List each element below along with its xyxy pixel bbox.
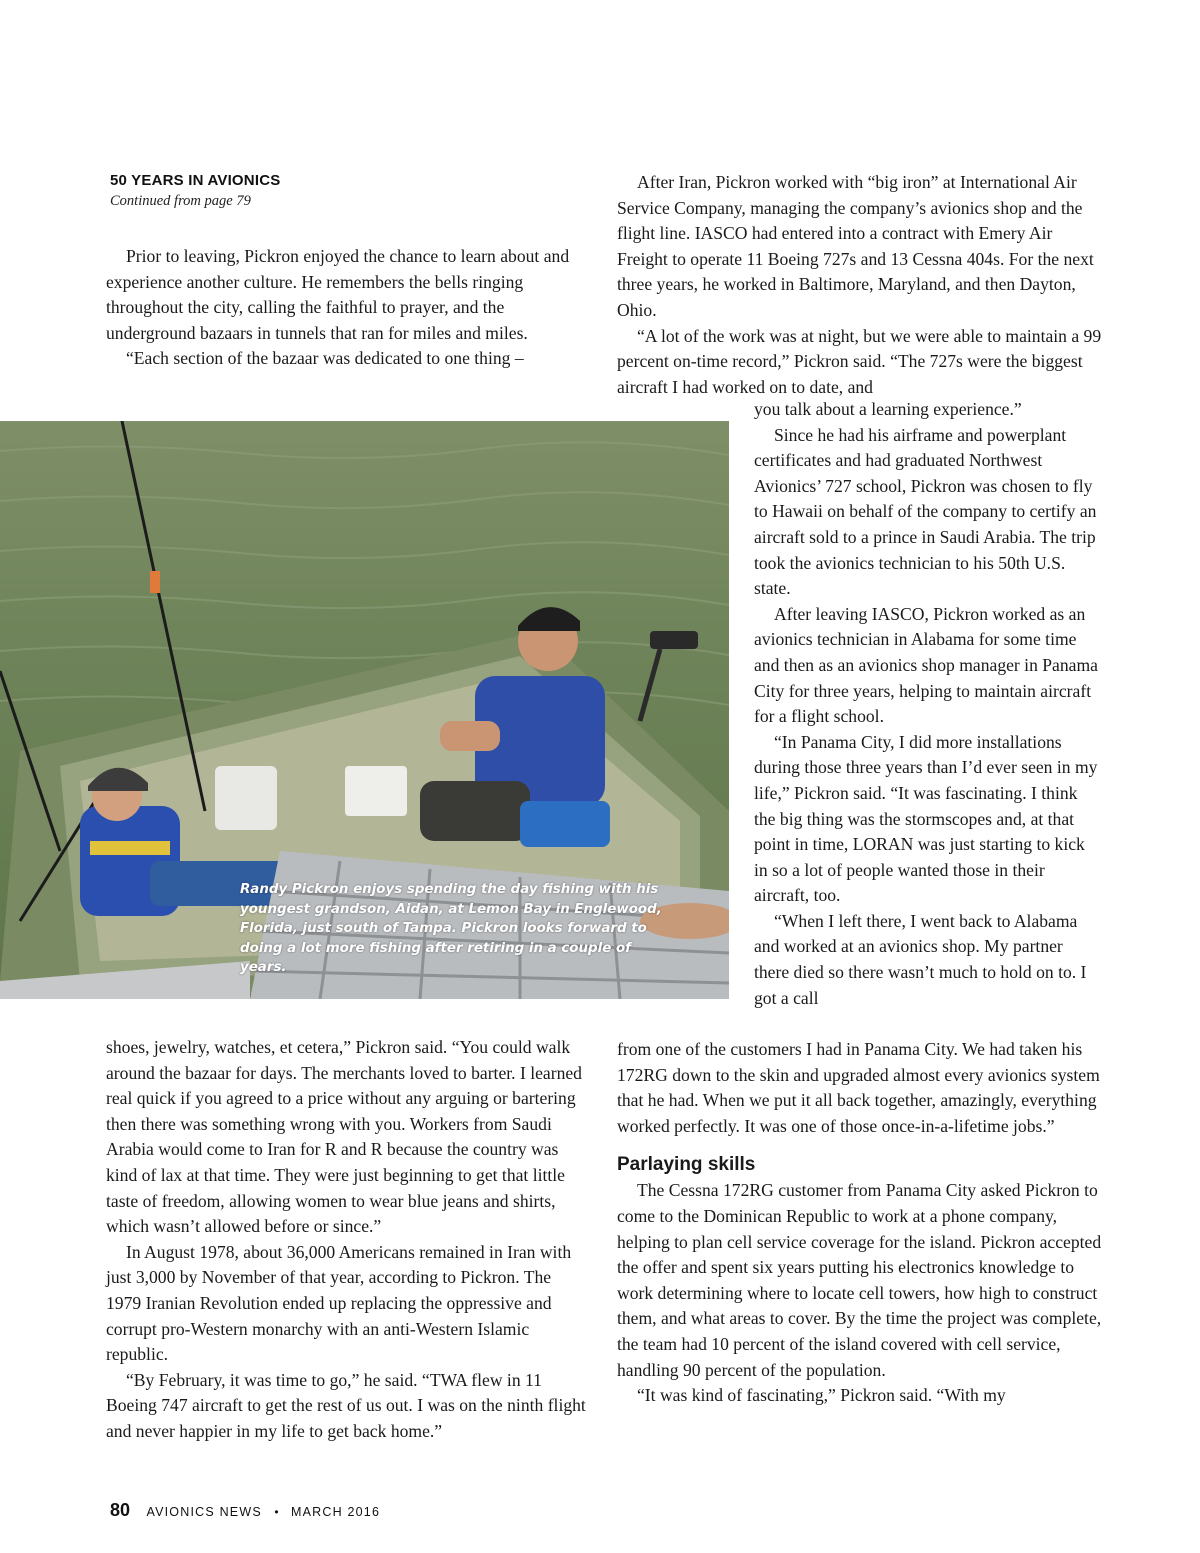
paragraph: from one of the customers I had in Panama City. We had taken his 172RG down to the skin and upgraded almost every avionics system that he had. When we put it all back together, amazingly, everything worked perfectly. It was one of those once-in-a-lifetime jobs.” xyxy=(617,1039,1100,1136)
paragraph: The Cessna 172RG customer from Panama City asked Pickron to come to the Dominican Republic to work at a phone company, helping to plan cell service coverage for the island. Pickron accepted the offer and spent six years putting his electronics knowledge to work determining where to locate cell towers, how high to construct them, and what areas to cover. By the time the project was complete, the team had 10 percent of the island covered with cell service, handling 90 percent of the population. xyxy=(617,1180,1102,1380)
fishing-photo xyxy=(0,421,729,999)
paragraph: After Iran, Pickron worked with “big iron” at International Air Service Company, managing the company’s avionics shop and the flight line. IASCO had entered into a contract with Emery Air Freight to operate 11 Boeing 727s and 13 Cessna 404s. For the next three years, he worked in Baltimore, Maryland, and then Dayton, Ohio. xyxy=(617,172,1094,320)
paragraph: Since he had his airframe and powerplant certificates and had graduated Northwest Avionics’ 727 school, Pickron was chosen to fly to Hawaii on behalf of the company to certify an aircraft sold to a prince in Saudi Arabia. The trip took the avionics technician to his 50th U.S. state. xyxy=(754,424,1097,599)
paragraph: “A lot of the work was at night, but we were able to maintain a 99 percent on-time record,” Pickron said. “The 727s were the biggest aircraft I had worked on to date, and xyxy=(617,325,1102,397)
section-kicker: 50 YEARS IN AVIONICS xyxy=(110,172,281,189)
section-heading: Parlaying skills xyxy=(617,1154,756,1176)
paragraph: In August 1978, about 36,000 Americans remained in Iran with just 3,000 by November of that year, according to Pickron. The 1979 Iranian Revolution ended up replacing the oppressive and corrupt pro-Western monarchy with an anti-Western Islamic republic. xyxy=(106,1241,572,1365)
right-column-wrap xyxy=(754,397,1102,1011)
page-footer xyxy=(110,1500,380,1521)
issue-date: MARCH 2016 xyxy=(290,1505,381,1519)
left-column-bottom xyxy=(106,1035,589,1445)
magazine-name: AVIONICS NEWS xyxy=(146,1505,262,1519)
paragraph: you talk about a learning experience.” xyxy=(754,399,1022,419)
paragraph: “When I left there, I went back to Alabama and worked at an avionics shop. My partner there died so there wasn’t much to hold on to. I got a call xyxy=(754,910,1087,1008)
paragraph: After leaving IASCO, Pickron worked as an avionics technician in Alabama for some time and then as an avionics shop manager in Panama City for three years, helping to maintain aircraft for a flight school. xyxy=(754,603,1098,727)
paragraph: shoes, jewelry, watches, et cetera,” Pickron said. “You could walk around the bazaar for days. The merchants loved to barter. I learned real quick if you agreed to a price without any arguing or bartering then there was something wrong with you. Workers from Saudi Arabia would come to Iran for R and R because the country was kind of lax at that time. They were just beginning to get that little taste of freedom, allowing women to wear blue jeans and shirts, which wasn’t allowed before or since.” xyxy=(106,1037,582,1237)
paragraph: “Each section of the bazaar was dedicated to one thing – xyxy=(126,348,524,369)
page-number: 80 xyxy=(110,1500,131,1520)
paragraph: Prior to leaving, Pickron enjoyed the chance to learn about and experience another culture. He remembers the bells ringing throughout the city, calling the faithful to prayer, and the underground bazaars in tunnels that ran for miles and miles. xyxy=(106,246,570,343)
continued-note: Continued from page 79 xyxy=(110,193,251,209)
right-column-top xyxy=(617,170,1102,400)
footer-separator: • xyxy=(274,1505,279,1519)
left-column-top xyxy=(106,244,576,372)
paragraph: “It was kind of fascinating,” Pickron said. “With my xyxy=(637,1385,1006,1406)
photo-caption: Randy Pickron enjoys spending the day fishing with his youngest grandson, Aidan, at Lemon Bay in Englewood, Florida, just south of Tampa. Pickron looks forward to doing a lot more fishing after retiring in a couple of years. xyxy=(240,882,662,976)
paragraph: “By February, it was time to go,” he said. “TWA flew in 11 Boeing 747 aircraft to get the rest of us out. I was on the ninth flight and never happier in my life to get back home.” xyxy=(106,1369,586,1441)
paragraph: “In Panama City, I did more installations during those three years than I’d ever seen in my life,” Pickron said. “It was fascinating. I think the big thing was the stormscopes and, at that point in time, LORAN was just starting to kick in so a lot of people wanted those in their aircraft, too. xyxy=(754,731,1098,906)
right-column-bottom xyxy=(617,1037,1102,1409)
